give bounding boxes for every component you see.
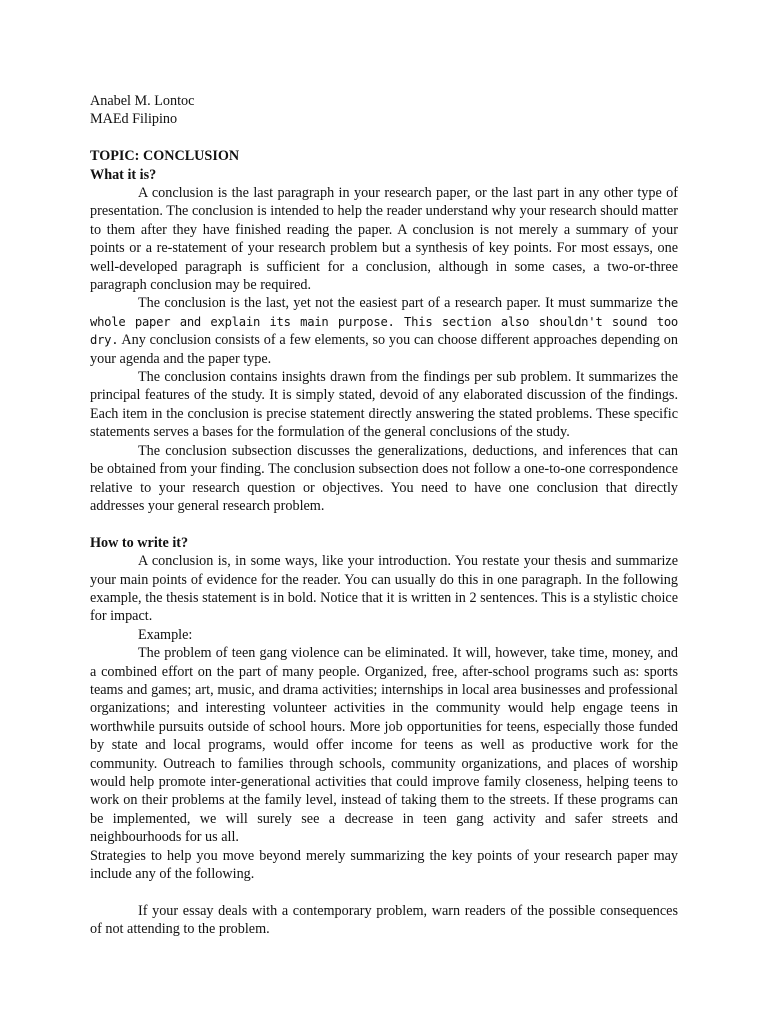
author-name: Anabel M. Lontoc [90, 93, 195, 109]
paragraph-strategies: Strategies to help you move beyond merely summarizing the key points of your research paper may include any of the following. [90, 847, 678, 883]
spacer [90, 515, 678, 533]
spacer [90, 129, 678, 147]
topic-heading: TOPIC: CONCLUSION [90, 148, 240, 165]
paragraph-definition: A conclusion is the last paragraph in your research paper, or the last part in any other type of presentation. The conclusion is intended to help the reader understand why your research should matter to them after they have finished reading the paper. A conclusion is not merely a summary of your points or a re-statement of your research problem but a synthesis of key points. For most essays, one well-developed paragraph is sufficient for a conclusion, although in some cases, a two-or-three paragraph conclusion may be required. [90, 185, 678, 294]
section-heading-how-to-write: How to write it? [90, 534, 189, 551]
paragraph-last-part-start: The conclusion is the last, yet not the easiest part of a research paper. It must summarize [138, 295, 657, 312]
paragraph-last-part-mono: the whole paper and explain its main purpose. This section also shouldn't sound too dry. [90, 296, 678, 348]
example-label: Example: [138, 626, 193, 643]
section-heading-what-it-is: What it is? [90, 166, 157, 183]
spacer [90, 883, 678, 901]
paragraph-introduction-like: A conclusion is, in some ways, like your introduction. You restate your thesis and summarize your main points of evidence for the reader. You can usually do this in one paragraph. In the following example, the thesis statement is in bold. Notice that it is written in 2 sentences. This is a stylistic choice for impact. [90, 553, 678, 625]
document-page [90, 92, 678, 939]
author-program: MAEd Filipino [90, 111, 178, 128]
paragraph-last-part [90, 294, 678, 368]
paragraph-contemporary-problem: If your essay deals with a contemporary problem, warn readers of the possible consequences of not attending to the problem. [90, 902, 678, 938]
paragraph-subsection: The conclusion subsection discusses the generalizations, deductions, and inferences that can be obtained from your finding. The conclusion subsection does not follow a one-to-one correspondence relative to your research question or objectives. You need to have one conclusion that directly addresses your general research problem. [90, 442, 678, 514]
paragraph-last-part-end: Any conclusion consists of a few elements, so you can choose different approaches depending on your agenda and the paper type. [90, 332, 678, 367]
paragraph-insights: The conclusion contains insights drawn from the findings per sub problem. It summarizes the principal features of the study. It is simply stated, devoid of any elaborated discussion of the findings. Each item in the conclusion is precise statement directly answering the stated problems. These specific statements serves a bases for the formulation of the general conclusions of the study. [90, 369, 678, 441]
paragraph-example: The problem of teen gang violence can be eliminated. It will, however, take time, money, and a combined effort on the part of many people. Organized, free, after-school programs such as: sports teams and games; art, music, and drama activities; internships in local area businesses and professional organizations; and interesting volunteer activities in the community would help engage teens in worthwhile pursuits outside of school hours. More job opportunities for teens, especially those funded by state and local programs, would offer income for teens as well as productive work for the community. Outreach to families through schools, community organizations, and places of worship would help promote inter-generational activities that could improve family closeness, helping teens to work on their problems at the family level, instead of taking them to the streets. If these programs can be implemented, we will surely see a decrease in teen gang activity and safer streets and neighbourhoods for us all. [90, 645, 678, 846]
